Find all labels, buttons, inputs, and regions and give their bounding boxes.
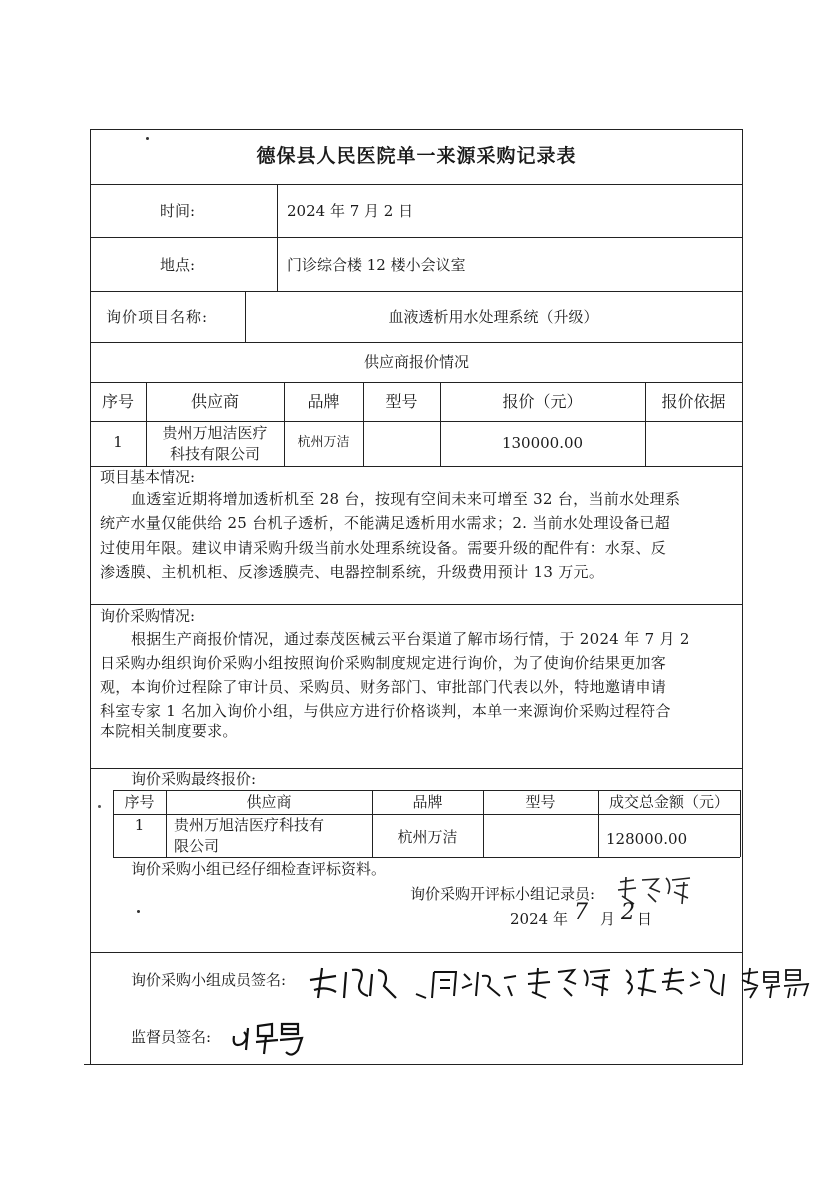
final-quote-note: 询价采购小组已经仔细检查评标资料。 [131,860,387,878]
place-value: 门诊综合楼 12 楼小会议室 [287,256,466,274]
basic-info-line-2: 统产水量仅能供给 25 台机子透析，不能满足透析用水需求；2. 当前水处理设备已超 [100,514,671,532]
basic-info-line-4: 渗透膜、主机机柜、反渗透膜壳、电器控制系统，升级费用预计 13 万元。 [100,563,605,581]
final-row-brand: 杭州万洁 [397,828,458,846]
inquiry-heading: 询价采购情况: [100,607,196,625]
member-signature-2 [412,966,520,1002]
final-header-amount: 成交总金额（元） [608,793,729,811]
inquiry-line-3: 观，本询价过程除了审计员、采购员、财务部门、审批部门代表以外，特地邀请申请 [100,678,667,696]
project-label: 询价项目名称: [106,308,209,326]
supervisor-signature [228,1018,310,1060]
inquiry-line-5: 本院相关制度要求。 [100,722,238,740]
record-date-year: 2024 年 [510,910,568,928]
final-header-no: 序号 [124,793,155,811]
basic-info-heading: 项目基本情况: [100,468,196,486]
scan-speck [98,805,101,808]
quote-header-price: 报价（元） [502,392,583,411]
recorder-label: 询价采购开评标小组记录员: [410,885,596,903]
quote-header-model: 型号 [385,392,418,411]
page-title: 德保县人民医院单一来源采购记录表 [256,145,577,167]
quote-header-brand: 品牌 [307,392,340,411]
member-signature-1 [306,962,402,1002]
quote-row-supplier-line2: 科技有限公司 [169,445,260,463]
final-row-amount: 128000.00 [606,830,688,848]
final-header-brand: 品牌 [412,793,443,811]
basic-info-line-1: 血透室近期将增加透析机至 28 台，按现有空间未来可增至 32 台，当前水处理系 [131,490,681,508]
project-value: 血液透析用水处理系统（升级） [388,308,599,326]
basic-info-line-3: 过使用年限。建议申请采购升级当前水处理系统设备。需要升级的配件有：水泵、反 [100,539,667,557]
final-row-supplier-line1: 贵州万旭洁医疗科技有 [174,816,325,834]
final-quote-heading: 询价采购最终报价: [131,770,257,788]
final-header-model: 型号 [525,793,556,811]
member-signature-4 [620,964,732,1000]
quote-header-supplier: 供应商 [190,392,239,411]
member-signature-3 [524,964,614,1000]
members-label: 询价采购小组成员签名: [131,971,287,989]
record-date-day: 2 [621,900,635,925]
quote-row-supplier-line1: 贵州万旭洁医疗 [162,424,268,442]
record-date-end: 日 [637,910,653,928]
place-label: 地点: [160,256,196,274]
final-header-supplier: 供应商 [246,793,292,811]
time-value: 2024 年 7 月 2 日 [287,202,414,220]
final-row-no: 1 [134,816,145,834]
time-label: 时间: [160,202,196,220]
member-signature-5 [738,966,814,1000]
final-row-supplier-line2: 限公司 [174,837,220,855]
scan-speck [137,910,140,913]
quote-row-no: 1 [113,433,123,451]
record-date-month: 7 [574,900,588,925]
quote-header-no: 序号 [101,392,134,411]
inquiry-line-1: 根据生产商报价情况，通过泰茂医械云平台渠道了解市场行情，于 2024 年 7 月 2 [131,630,690,648]
quote-row-price: 130000.00 [501,434,584,452]
quote-row-brand: 杭州万洁 [297,435,350,450]
inquiry-line-4: 科室专家 1 名加入询价小组，与供应方进行价格谈判，本单一来源询价采购过程符合 [100,702,671,720]
quote-header-basis: 报价依据 [661,392,726,411]
inquiry-line-2: 日采购办组织询价采购小组按照询价采购制度规定进行询价，为了使询价结果更加客 [100,654,667,672]
quote-section-heading: 供应商报价情况 [363,353,469,371]
record-date-mid: 月 [600,910,616,928]
scan-speck [146,137,149,140]
supervisor-label: 监督员签名: [131,1028,212,1046]
